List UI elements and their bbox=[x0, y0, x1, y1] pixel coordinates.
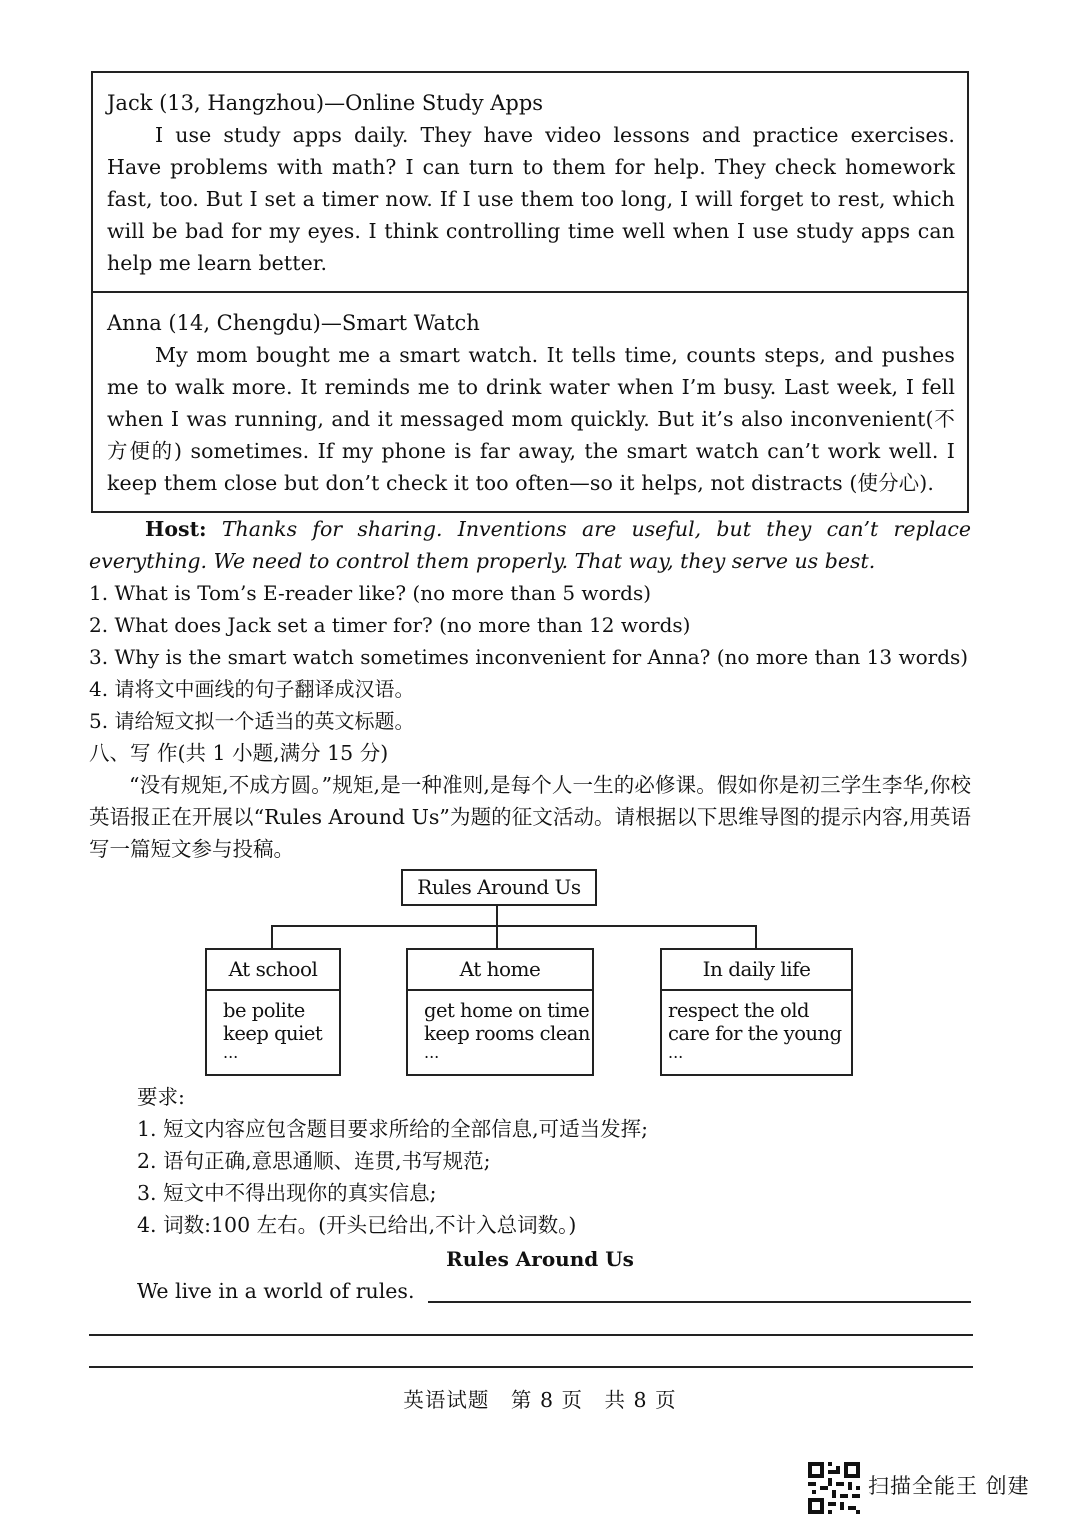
requirement-item: 3. 短文中不得出现你的真实信息; bbox=[137, 1181, 437, 1205]
requirement-item: 1. 短文内容应包含题目要求所给的全部信息,可适当发挥; bbox=[137, 1117, 648, 1141]
mind-map-branch-school bbox=[205, 948, 341, 1076]
question-item: 4. 请将文中画线的句子翻译成汉语。 bbox=[89, 677, 415, 701]
passage-entry-jack bbox=[93, 73, 967, 291]
branch-more: ... bbox=[424, 1043, 440, 1062]
question-item: 2. What does Jack set a timer for? (no more than 12 words) bbox=[89, 613, 691, 637]
connector-line bbox=[271, 925, 273, 949]
section-heading: 八、写 作(共 1 小题,满分 15 分) bbox=[89, 741, 389, 765]
entry-title: Jack (13, Hangzhou)—Online Study Apps bbox=[107, 91, 544, 115]
connector-line bbox=[496, 904, 498, 926]
answer-line[interactable] bbox=[89, 1334, 973, 1336]
entry-body: I use study apps daily. They have video lessons and practice exercises. Have problems with math? I can turn to them for help. They check homework fast, too. But I set a timer now. If I use them too long, I will forget to rest, which will be bad for my eyes. I think controlling time well when I use study apps can help me learn better. bbox=[107, 123, 955, 275]
answer-line[interactable] bbox=[428, 1301, 971, 1303]
mind-map-branch-home bbox=[406, 948, 594, 1076]
requirements-title: 要求: bbox=[137, 1085, 185, 1109]
requirements-list bbox=[137, 1113, 648, 1241]
branch-more: ... bbox=[668, 1043, 684, 1062]
branch-item: keep rooms clean bbox=[424, 1022, 590, 1045]
connector-line bbox=[755, 925, 757, 949]
branch-label: In daily life bbox=[662, 950, 851, 991]
branch-item: care for the young bbox=[668, 1022, 842, 1045]
question-item: 1. What is Tom’s E-reader like? (no more than 5 words) bbox=[89, 581, 652, 605]
requirement-item: 2. 语句正确,意思通顺、连贯,书写规范; bbox=[137, 1149, 491, 1173]
essay-opening: We live in a world of rules. bbox=[137, 1279, 415, 1303]
passage-entry-anna bbox=[93, 291, 967, 511]
entry-title: Anna (14, Chengdu)—Smart Watch bbox=[107, 311, 480, 335]
branch-item: keep quiet bbox=[223, 1022, 323, 1045]
mind-map-title: Rules Around Us bbox=[401, 869, 597, 906]
answer-line[interactable] bbox=[89, 1366, 973, 1368]
connector-line bbox=[271, 925, 757, 927]
question-item: 5. 请给短文拟一个适当的英文标题。 bbox=[89, 709, 415, 733]
branch-item: respect the old bbox=[668, 999, 809, 1022]
branch-more: ... bbox=[223, 1043, 239, 1062]
question-list bbox=[89, 577, 971, 737]
host-text: Thanks for sharing. Inventions are useful, but they can’t replace everything. We need to control them properly. That way, they serve us best. bbox=[89, 517, 971, 573]
branch-item: get home on time bbox=[424, 999, 590, 1022]
host-label: Host: bbox=[145, 517, 207, 541]
mind-map-branch-daily-life bbox=[660, 948, 853, 1076]
scanner-watermark: 扫描全能王 创建 bbox=[868, 1474, 1030, 1498]
entry-body: My mom bought me a smart watch. It tells time, counts steps, and pushes me to walk more. It reminds me to drink water when I’m busy. Last week, I fell when I was running, and it messaged mom quickly. But it’s also inconvenient(不方便的) sometimes. If my phone is far away, the smart watch can’t work well. I keep them close but don’t check it too often—so it helps, not distracts (使分心). bbox=[107, 343, 955, 495]
page-footer: 英语试题 第 8 页 共 8 页 bbox=[403, 1388, 677, 1412]
writing-prompt: “没有规矩,不成方圆。”规矩,是一种准则,是每个人一生的必修课。假如你是初三学生李华,你校英语报正在开展以“Rules Around Us”为题的征文活动。请根据以下思维导图的提示内容,用英语写一篇短文参与投稿。 bbox=[89, 773, 971, 861]
branch-label: At school bbox=[207, 950, 339, 991]
branch-label: At home bbox=[408, 950, 592, 991]
essay-title: Rules Around Us bbox=[446, 1247, 634, 1271]
qr-code-icon bbox=[808, 1462, 860, 1514]
passage-box bbox=[91, 71, 969, 513]
branch-item: be polite bbox=[223, 999, 305, 1022]
host-remark bbox=[89, 513, 971, 577]
requirement-item: 4. 词数:100 左右。(开头已给出,不计入总词数。) bbox=[137, 1213, 577, 1237]
question-item: 3. Why is the smart watch sometimes inconvenient for Anna? (no more than 13 words) bbox=[89, 645, 969, 669]
connector-line bbox=[496, 925, 498, 949]
